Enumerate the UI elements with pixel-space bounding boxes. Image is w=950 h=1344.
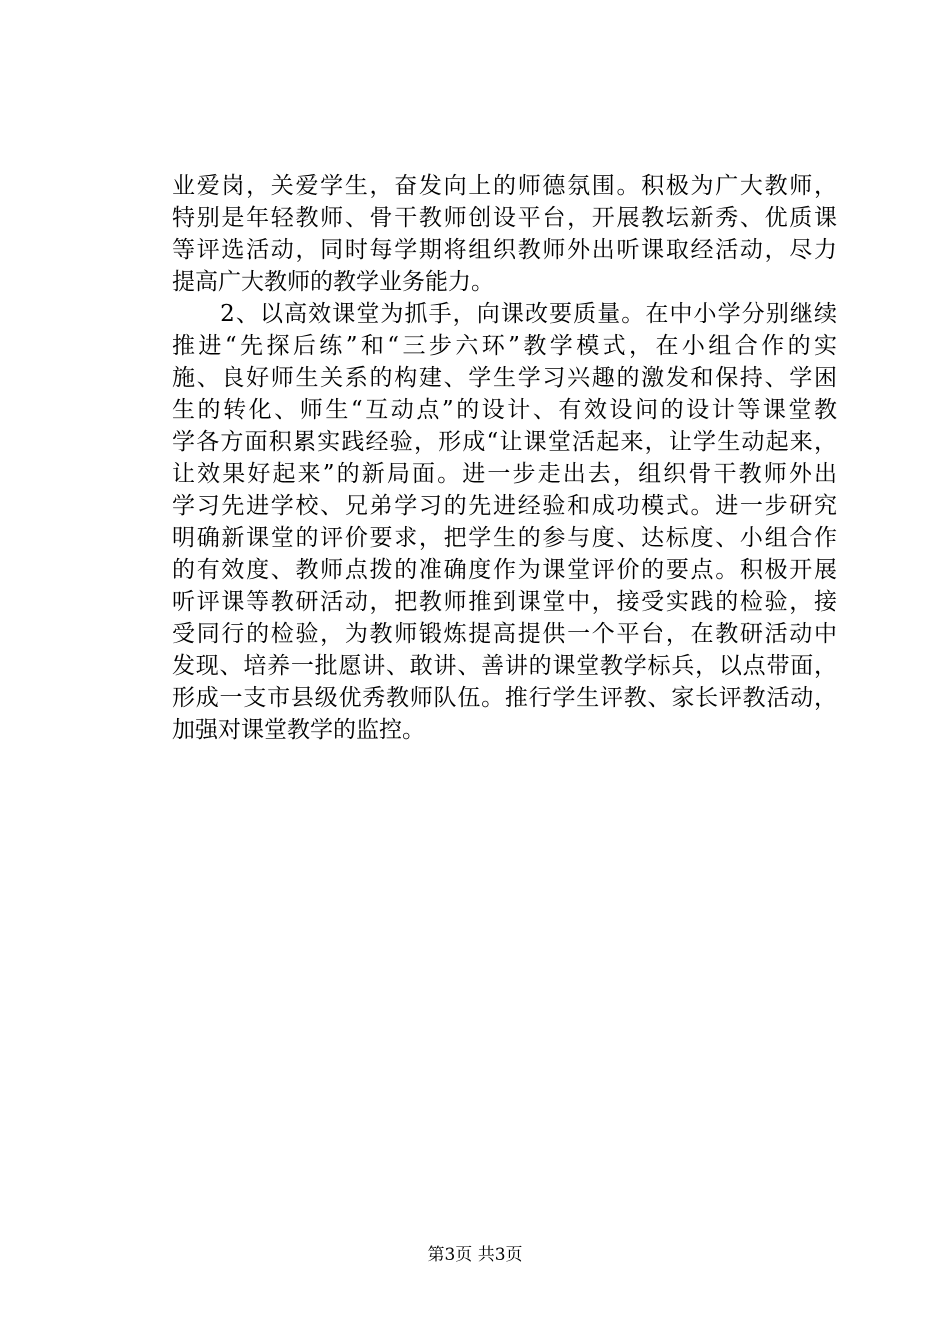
text-line: 学各方面积累实践经验，形成“让课堂活起来，让学生动起来， <box>172 429 837 455</box>
text-line: 等评选活动，同时每学期将组织教师外出听课取经活动，尽力 <box>172 237 837 263</box>
text-line: 形成一支市县级优秀教师队伍。推行学生评教、家长评教活动， <box>172 685 837 711</box>
text-line: 2、以高效课堂为抓手，向课改要质量。在中小学分别继续 <box>172 301 837 327</box>
text-line: 业爱岗，关爱学生，奋发向上的师德氛围。积极为广大教师， <box>172 173 837 199</box>
text-line: 听评课等教研活动，把教师推到课堂中，接受实践的检验，接 <box>172 589 837 615</box>
page-footer: 第3页 共3页 <box>427 1245 523 1265</box>
text-line: 施、良好师生关系的构建、学生学习兴趣的激发和保持、学困 <box>172 365 837 391</box>
text-line: 生的转化、师生“互动点”的设计、有效设问的设计等课堂教 <box>172 397 837 423</box>
text-line: 受同行的检验，为教师锻炼提高提供一个平台，在教研活动中 <box>172 621 837 647</box>
text-line: 的有效度、教师点拨的准确度作为课堂评价的要点。积极开展 <box>172 557 837 583</box>
text-line: 发现、培养一批愿讲、敢讲、善讲的课堂教学标兵，以点带面， <box>172 653 837 679</box>
text-line: 加强对课堂教学的监控。 <box>172 717 425 743</box>
text-line: 明确新课堂的评价要求，把学生的参与度、达标度、小组合作 <box>172 525 837 551</box>
text-line: 让效果好起来”的新局面。进一步走出去，组织骨干教师外出 <box>172 461 837 487</box>
text-line: 特别是年轻教师、骨干教师创设平台，开展教坛新秀、优质课 <box>172 205 837 231</box>
text-line: 学习先进学校、兄弟学习的先进经验和成功模式。进一步研究 <box>172 493 837 519</box>
text-line: 提高广大教师的教学业务能力。 <box>172 269 494 295</box>
text-line: 推进“先探后练”和“三步六环”教学模式，在小组合作的实 <box>172 333 837 359</box>
body-text <box>172 170 837 746</box>
